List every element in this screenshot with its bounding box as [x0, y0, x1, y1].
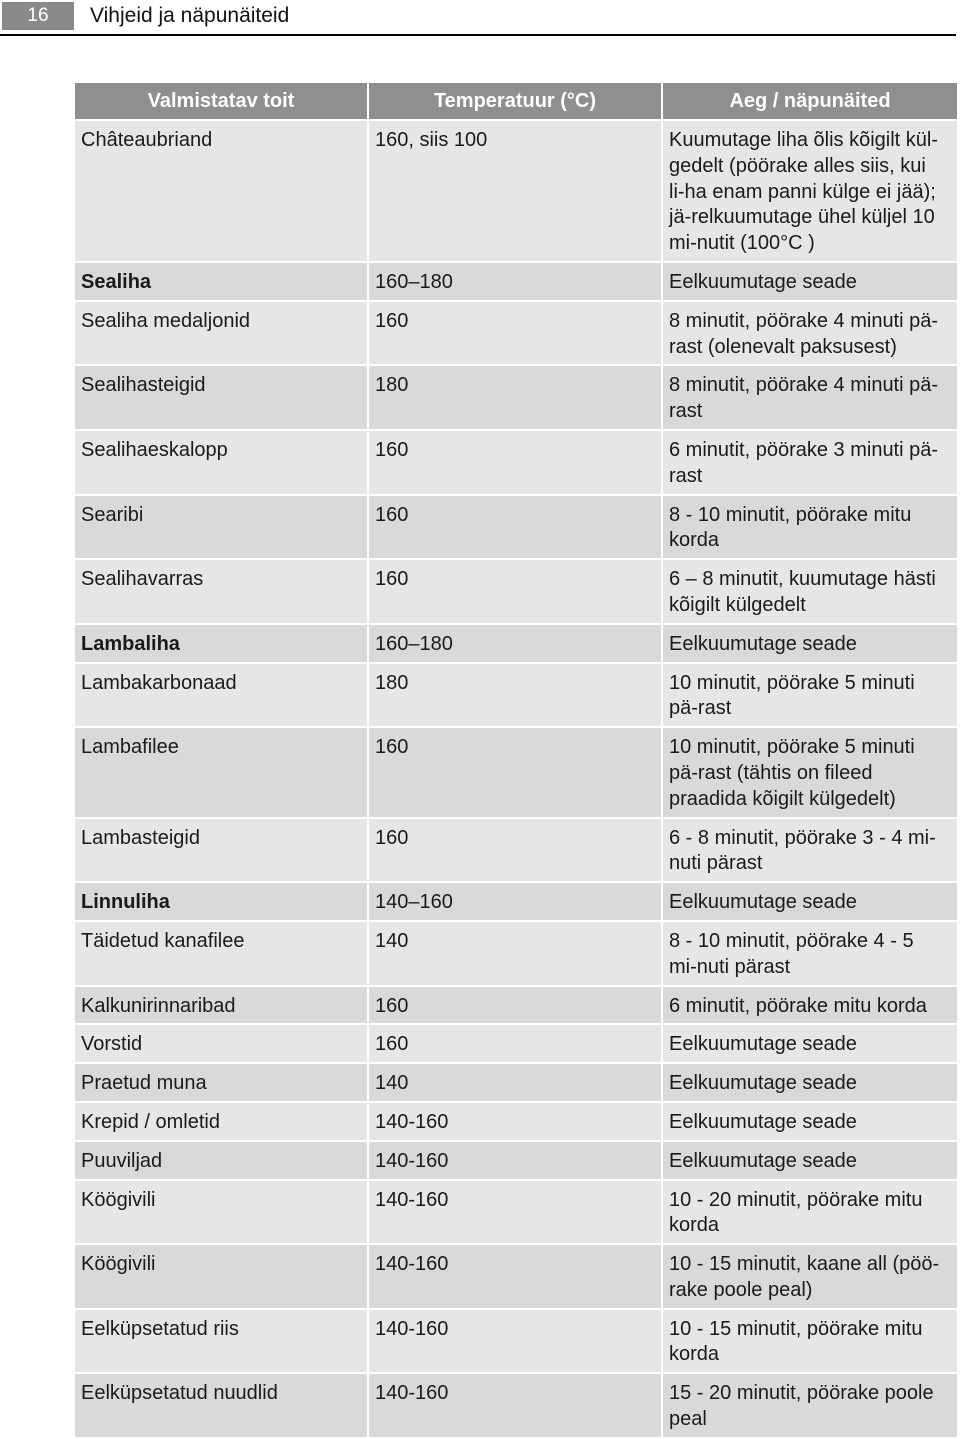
table-row: [75, 819, 957, 882]
cell-time-tips: 6 - 8 minutit, pöörake 3 - 4 mi-nuti pärast: [663, 819, 957, 882]
cell-temperature: 140-160: [369, 1103, 661, 1140]
cell-food: Sealiha: [75, 263, 367, 300]
cell-food: Eelküpsetatud riis: [75, 1310, 367, 1373]
header-temperature: Temperatuur (°C): [369, 83, 661, 119]
cell-time-tips: 8 minutit, pöörake 4 minuti pä-rast: [663, 366, 957, 429]
cell-temperature: 160: [369, 302, 661, 365]
table-row: [75, 431, 957, 494]
table-header-row: [75, 83, 957, 119]
page-title: Vihjeid ja näpunäiteid: [90, 4, 290, 27]
table-row: [75, 664, 957, 727]
cell-temperature: 140-160: [369, 1245, 661, 1308]
cell-food: Sealihavarras: [75, 560, 367, 623]
cell-temperature: 160: [369, 431, 661, 494]
cell-temperature: 140-160: [369, 1142, 661, 1179]
cell-temperature: 180: [369, 366, 661, 429]
cell-time-tips: 15 - 20 minutit, pöörake poole peal: [663, 1374, 957, 1437]
cell-food: Eelküpsetatud nuudlid: [75, 1374, 367, 1437]
cell-temperature: 160: [369, 728, 661, 816]
cell-food: Köögivili: [75, 1181, 367, 1244]
table-row: [75, 922, 957, 985]
table-row: [75, 1245, 957, 1308]
table-row: [75, 302, 957, 365]
cell-temperature: 160: [369, 987, 661, 1024]
cell-food: Lambafilee: [75, 728, 367, 816]
header-time-tips: Aeg / näpunäited: [663, 83, 957, 119]
cell-food: Puuviljad: [75, 1142, 367, 1179]
cell-time-tips: 6 minutit, pöörake mitu korda: [663, 987, 957, 1024]
table-row: [75, 1181, 957, 1244]
cell-temperature: 160: [369, 819, 661, 882]
cooking-guide-table: [73, 81, 959, 1439]
table-row: [75, 560, 957, 623]
cell-temperature: 140–160: [369, 883, 661, 920]
page-number: 16: [2, 2, 74, 30]
table-row: [75, 1103, 957, 1140]
cell-time-tips: Eelkuumutage seade: [663, 625, 957, 662]
cell-time-tips: Eelkuumutage seade: [663, 1064, 957, 1101]
cell-time-tips: 10 - 15 minutit, pöörake mitu korda: [663, 1310, 957, 1373]
table-row: [75, 1310, 957, 1373]
table-row: [75, 263, 957, 300]
cell-food: Kalkunirinnaribad: [75, 987, 367, 1024]
table-row: [75, 1142, 957, 1179]
cell-time-tips: 8 minutit, pöörake 4 minuti pä-rast (olenevalt paksusest): [663, 302, 957, 365]
page-header: [0, 0, 956, 36]
cell-temperature: 160: [369, 560, 661, 623]
cell-temperature: 180: [369, 664, 661, 727]
cell-temperature: 140-160: [369, 1310, 661, 1373]
cell-time-tips: 10 minutit, pöörake 5 minuti pä-rast (tähtis on fileed praadida kõigilt külgedelt): [663, 728, 957, 816]
cell-food: Searibi: [75, 496, 367, 559]
cell-food: Sealihasteigid: [75, 366, 367, 429]
table-row: [75, 1025, 957, 1062]
cell-food: Linnuliha: [75, 883, 367, 920]
cell-temperature: 140: [369, 1064, 661, 1101]
table-row: [75, 883, 957, 920]
cell-food: Sealihaeskalopp: [75, 431, 367, 494]
cell-time-tips: Eelkuumutage seade: [663, 1025, 957, 1062]
table-row: [75, 728, 957, 816]
cell-time-tips: Kuumutage liha õlis kõigilt kül-gedelt (pöörake alles siis, kui li-ha enam panni külge ei jää); jä-relkuumutage ühel küljel 10 mi-nutit (100°C ): [663, 121, 957, 261]
cell-temperature: 160–180: [369, 263, 661, 300]
cell-temperature: 160, siis 100: [369, 121, 661, 261]
cell-time-tips: 6 – 8 minutit, kuumutage hästi kõigilt külgedelt: [663, 560, 957, 623]
cell-time-tips: Eelkuumutage seade: [663, 1103, 957, 1140]
cell-time-tips: Eelkuumutage seade: [663, 1142, 957, 1179]
table-row: [75, 1374, 957, 1437]
cell-time-tips: 10 - 15 minutit, kaane all (pöö-rake poole peal): [663, 1245, 957, 1308]
cell-food: Täidetud kanafilee: [75, 922, 367, 985]
cell-food: Sealiha medaljonid: [75, 302, 367, 365]
cell-temperature: 160: [369, 1025, 661, 1062]
cell-temperature: 140-160: [369, 1181, 661, 1244]
cell-food: Lambasteigid: [75, 819, 367, 882]
cell-time-tips: Eelkuumutage seade: [663, 883, 957, 920]
cell-time-tips: 6 minutit, pöörake 3 minuti pä-rast: [663, 431, 957, 494]
cell-food: Praetud muna: [75, 1064, 367, 1101]
cell-time-tips: Eelkuumutage seade: [663, 263, 957, 300]
cell-time-tips: 8 - 10 minutit, pöörake mitu korda: [663, 496, 957, 559]
table-row: [75, 987, 957, 1024]
cell-temperature: 140-160: [369, 1374, 661, 1437]
table-row: [75, 625, 957, 662]
cell-food: Lambakarbonaad: [75, 664, 367, 727]
table-row: [75, 366, 957, 429]
cell-food: Krepid / omletid: [75, 1103, 367, 1140]
header-food: Valmistatav toit: [75, 83, 367, 119]
cell-time-tips: 10 minutit, pöörake 5 minuti pä-rast: [663, 664, 957, 727]
table-row: [75, 1064, 957, 1101]
cell-temperature: 160–180: [369, 625, 661, 662]
cell-food: Lambaliha: [75, 625, 367, 662]
cell-temperature: 160: [369, 496, 661, 559]
cell-temperature: 140: [369, 922, 661, 985]
cell-food: Châteaubriand: [75, 121, 367, 261]
table-row: [75, 121, 957, 261]
cell-time-tips: 8 - 10 minutit, pöörake 4 - 5 mi-nuti pärast: [663, 922, 957, 985]
cell-food: Köögivili: [75, 1245, 367, 1308]
cell-time-tips: 10 - 20 minutit, pöörake mitu korda: [663, 1181, 957, 1244]
table-row: [75, 496, 957, 559]
cell-food: Vorstid: [75, 1025, 367, 1062]
